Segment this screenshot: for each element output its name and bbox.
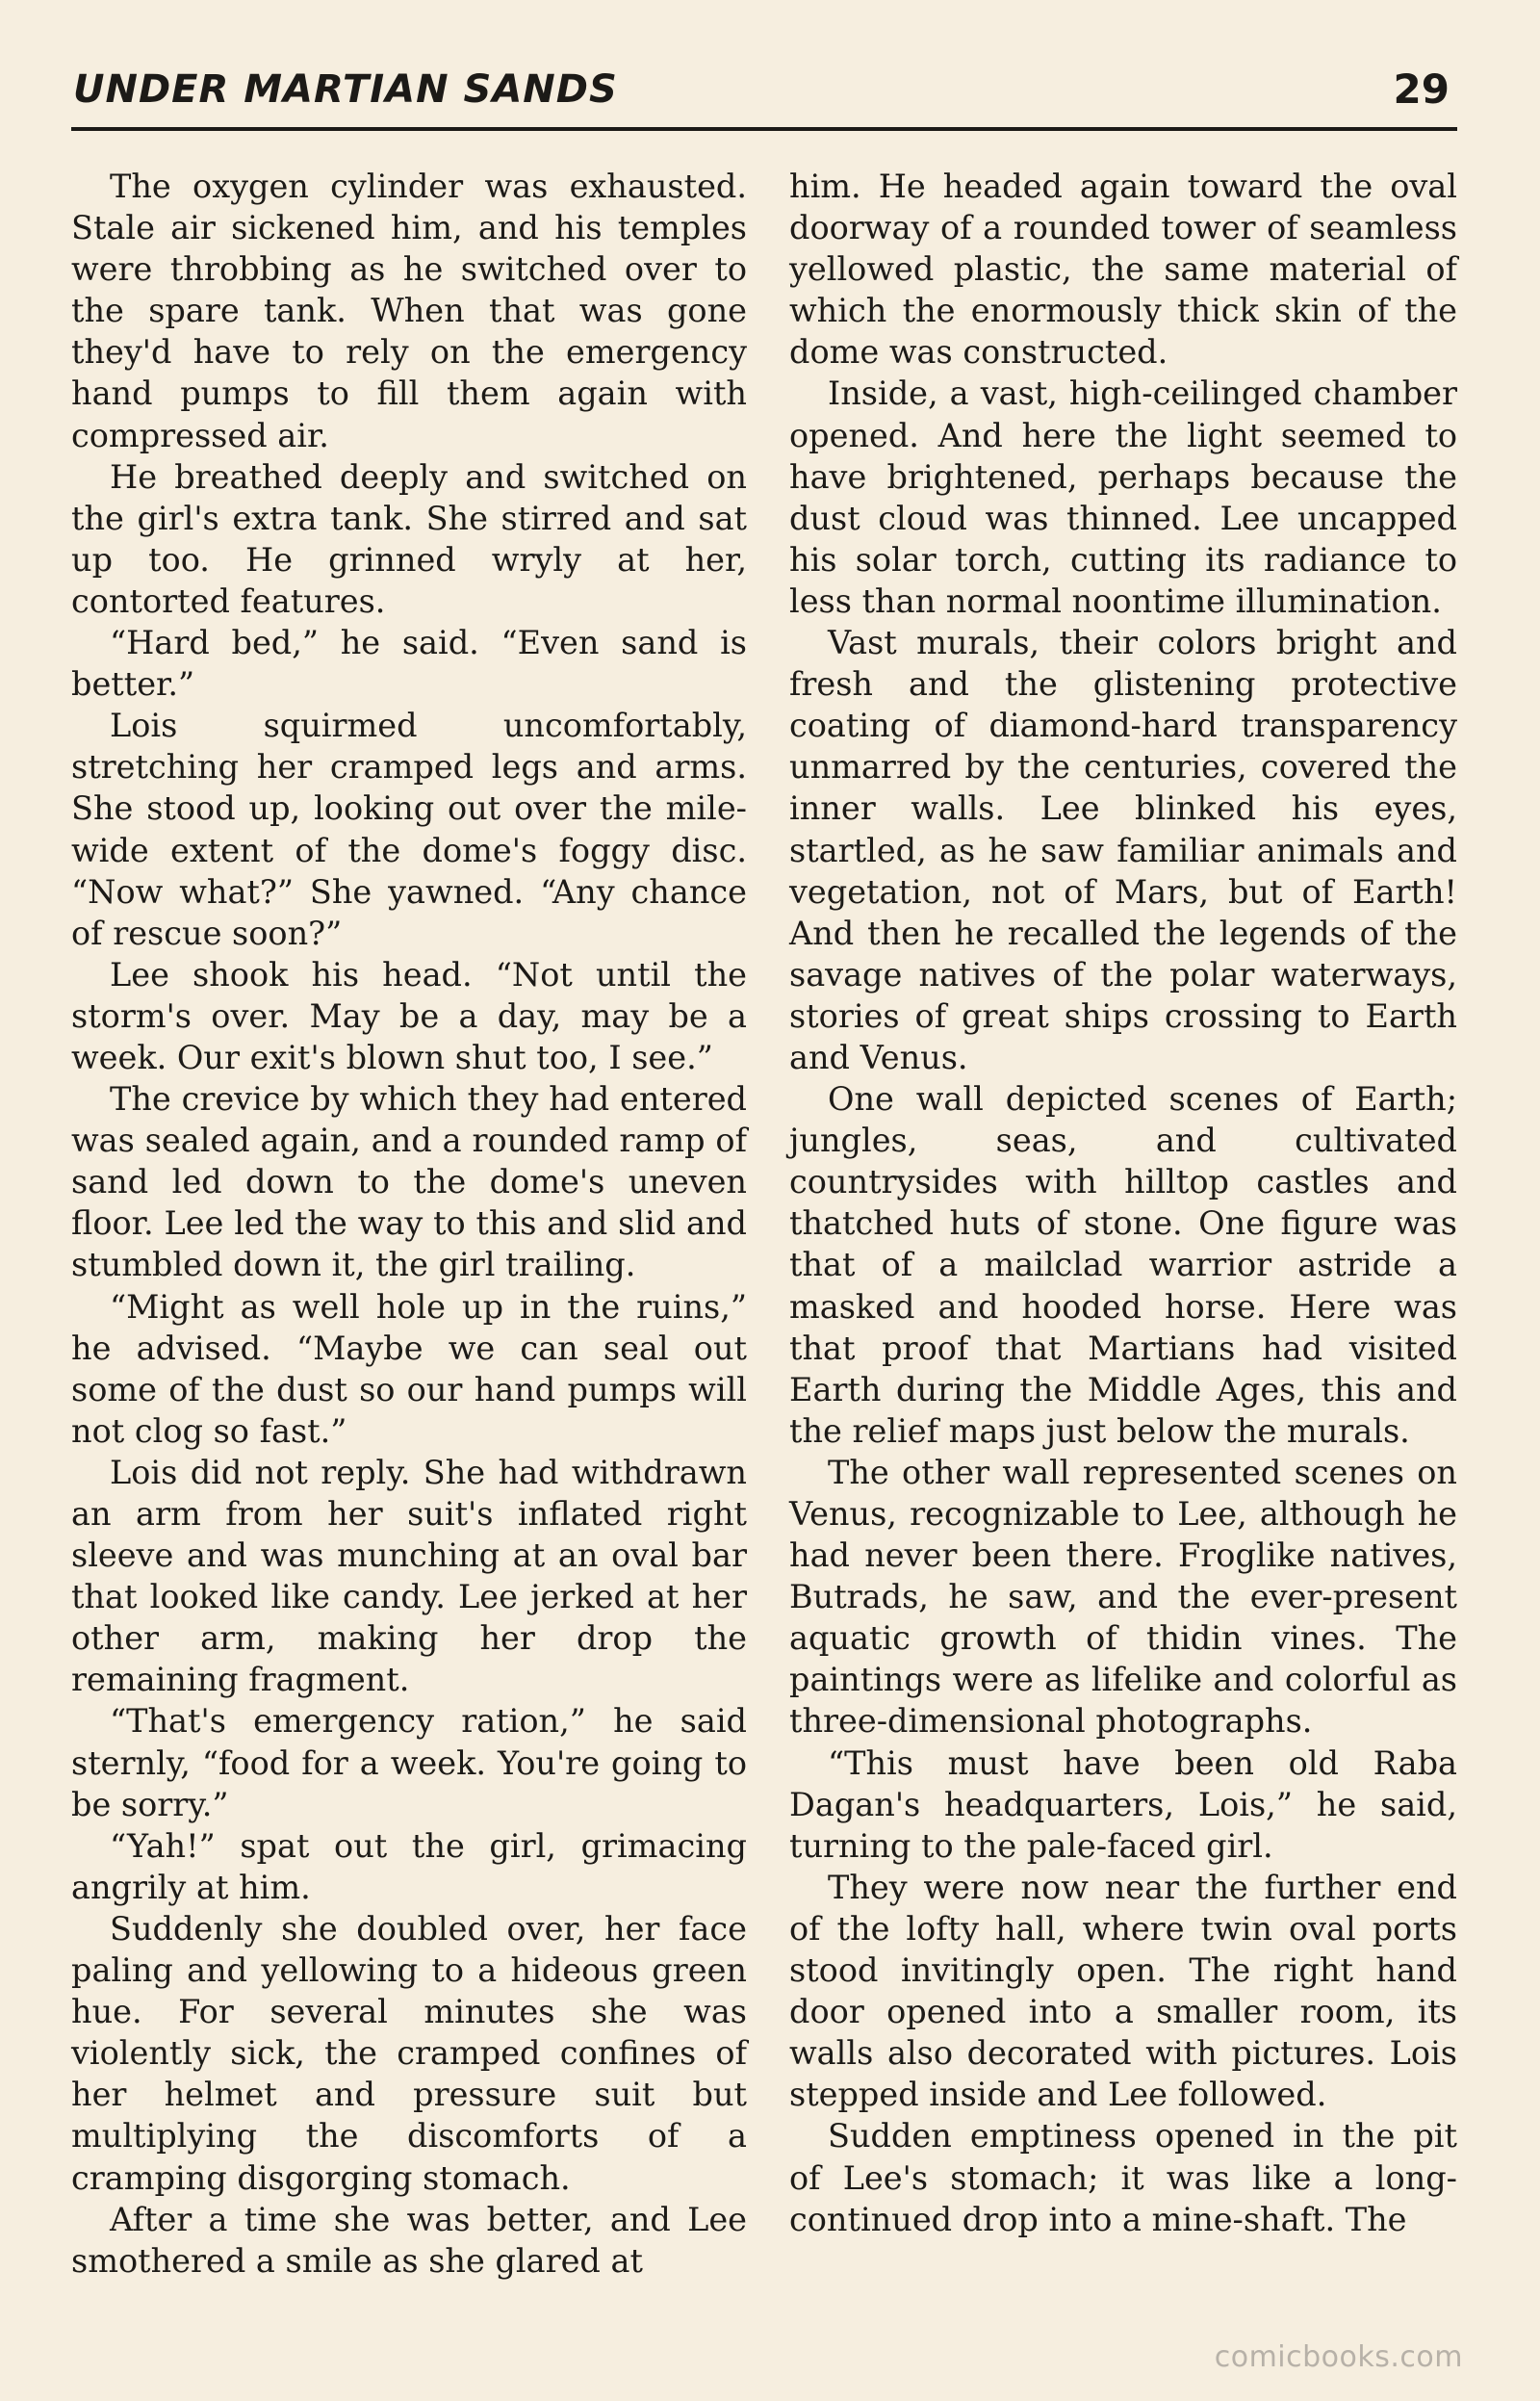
- paragraph: After a time she was better, and Lee smothered a smile as she glared at: [71, 2200, 747, 2280]
- page-number: 29: [1393, 65, 1450, 113]
- paragraph: “Hard bed,” he said. “Even sand is better.”: [71, 624, 747, 704]
- paragraph: Inside, a vast, high-ceilinged chamber opened. And here the light seemed to have brightened, perhaps because the dust cloud was thinned. Lee uncapped his solar torch, cutting its radiance to less than normal noontime illumination.: [789, 374, 1457, 620]
- paragraph: The oxygen cylinder was exhausted. Stale air sickened him, and his temples were throbbing as he switched over to the spare tank. When that was gone they'd have to rely on the emergency hand pumps to fill them again with compressed air.: [71, 168, 747, 454]
- paragraph: The crevice by which they had entered was sealed again, and a rounded ramp of sand led down to the dome's uneven floor. Lee led the way to this and slid and stumbled down it, the girl trailing.: [71, 1080, 747, 1284]
- running-title: UNDER MARTIAN SANDS: [73, 67, 618, 112]
- page-header: [71, 60, 1457, 135]
- watermark: comicbooks.com: [1214, 2340, 1463, 2374]
- paragraph: Lois did not reply. She had withdrawn an arm from her suit's inflated right sleeve and was munching at an oval bar that looked like candy. Lee jerked at her other arm, making her drop the remaining fragment.: [71, 1453, 747, 1699]
- paragraph: Suddenly she doubled over, her face paling and yellowing to a hideous green hue. For several minutes she was violently sick, the cramped confines of her helmet and pressure suit but multiplying the discomforts of a cramping disgorging stomach.: [71, 1909, 747, 2197]
- paragraph: “Yah!” spat out the girl, grimacing angrily at him.: [71, 1826, 747, 1906]
- paragraph: He breathed deeply and switched on the girl's extra tank. She stirred and sat up too. He grinned wryly at her, contorted features.: [71, 457, 747, 620]
- paragraph: One wall depicted scenes of Earth; jungles, seas, and cultivated countrysides with hilltop castles and thatched huts of stone. One figure was that of a mailclad warrior astride a masked and hooded horse. Here was that proof that Martians had visited Earth during the Middle Ages, this and the relief maps just below the murals.: [789, 1080, 1457, 1450]
- left-column: [71, 166, 747, 2282]
- paragraph: They were now near the further end of the lofty hall, where twin oval ports stood invitingly open. The right hand door opened into a smaller room, its walls also decorated with pictures. Lois stepped inside and Lee followed.: [789, 1868, 1457, 2114]
- paragraph: Sudden emptiness opened in the pit of Lee's stomach; it was like a long-continued drop into a mine-shaft. The: [789, 2117, 1457, 2238]
- paragraph: Lois squirmed uncomfortably, stretching her cramped legs and arms. She stood up, looking out over the mile-wide extent of the dome's foggy disc. “Now what?” She yawned. “Any chance of rescue soon?”: [71, 707, 747, 952]
- paragraph: “That's emergency ration,” he said sternly, “food for a week. You're going to be sorry.”: [71, 1702, 747, 1823]
- paragraph: Lee shook his head. “Not until the storm's over. May be a day, may be a week. Our exit's blown shut too, I see.”: [71, 955, 747, 1076]
- paragraph: “This must have been old Raba Dagan's headquarters, Lois,” he said, turning to the pale-faced girl.: [789, 1743, 1457, 1865]
- header-rule: [71, 127, 1457, 131]
- paragraph: “Might as well hole up in the ruins,” he advised. “Maybe we can seal out some of the dust so our hand pumps will not clog so fast.”: [71, 1287, 747, 1450]
- right-column: [789, 166, 1457, 2240]
- paragraph: Vast murals, their colors bright and fresh and the glistening protective coating of diamond-hard transparency unmarred by the centuries, covered the inner walls. Lee blinked his eyes, startled, as he saw familiar animals and vegetation, not of Mars, but of Earth! And then he recalled the legends of the savage natives of the polar waterways, stories of great ships crossing to Earth and Venus.: [789, 624, 1457, 1076]
- paragraph: The other wall represented scenes on Venus, recognizable to Lee, although he had never been there. Froglike natives, Butrads, he saw, and the ever-present aquatic growth of thidin vines. The paintings were as lifelike and colorful as three-dimensional photographs.: [789, 1453, 1457, 1741]
- paragraph-continued: him. He headed again toward the oval doorway of a rounded tower of seamless yellowed plastic, the same material of which the enormously thick skin of the dome was constructed.: [789, 168, 1457, 372]
